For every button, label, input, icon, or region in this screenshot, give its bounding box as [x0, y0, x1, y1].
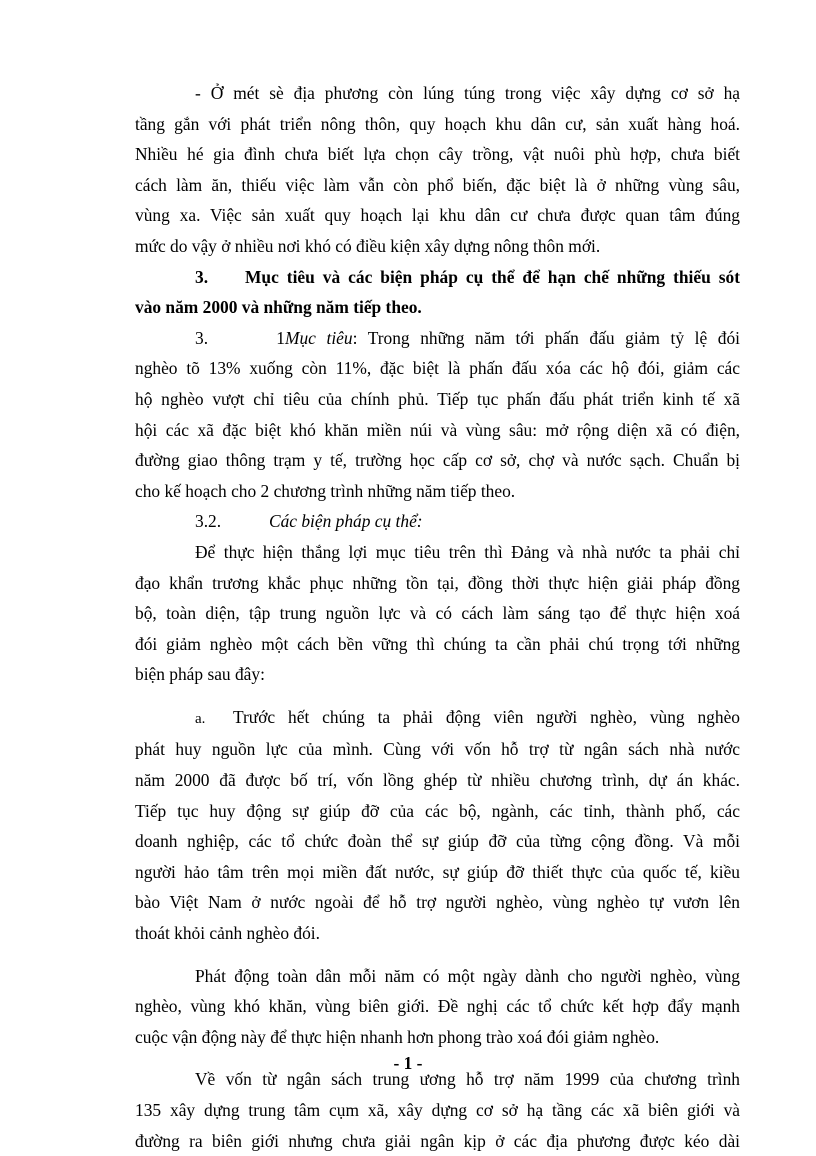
text-line: hội các xã đặc biệt khó khăn miền núi và vùng sâu: mở rộng diện xã có điện,: [135, 419, 740, 440]
text-line: đạo khẩn trương khắc phục những tồn tại, đồng thời thực hiện giải pháp đồng: [135, 572, 740, 593]
text-line: bào Việt Nam ở nước ngoài để hỗ trợ người nghèo, vùng nghèo tự vươn lên: [135, 892, 740, 913]
text-line: Để thực hiện thắng lợi mục tiêu trên thì Đảng và nhà nước ta phải chỉ: [195, 541, 740, 562]
page-number: - 1 -: [393, 1053, 423, 1073]
paragraph-launch-campaign: [135, 961, 740, 1053]
subsection-label: Mục tiêu: [285, 327, 353, 348]
text-line: người hảo tâm trên mọi miền đất nước, sự giúp đỡ thiết thực của quốc tế, kiều: [135, 861, 740, 882]
text-line: - Ở mét sè địa phương còn lúng túng trong việc xây dựng cơ sở hạ: [195, 83, 740, 103]
text-line: bộ, toàn diện, tập trung nguồn lực và có cách làm sáng tạo để thực hiện xoá: [135, 603, 740, 624]
section-3-1-objectives: [135, 323, 740, 507]
text-line: doanh nghiệp, các tổ chức đoàn thể sự giúp đỡ của từng cộng đồng. Và mỗi: [135, 831, 740, 852]
text-line: vùng xa. Việc sản xuất quy hoạch lại khu dân cư chưa được quan tâm đúng: [135, 205, 740, 226]
text-line: cách làm ăn, thiếu việc làm vẫn còn phổ biến, đặc biệt là ở những vùng sâu,: [135, 174, 740, 195]
text-line: đường ra biên giới nhưng chưa giải ngân kịp ở các địa phương được kéo dài: [135, 1130, 740, 1151]
text-line: đói giảm nghèo một cách bền vững thì chúng ta cần phải chú trọng tới những: [135, 633, 740, 654]
text-line: Nhiều hé gia đình chưa biết lựa chọn cây trồng, vật nuôi phù hợp, chưa biết: [135, 144, 740, 165]
section-number: 3.2.: [195, 511, 222, 532]
text-line: hộ nghèo vượt chỉ tiêu của chính phủ. Tiếp tục phấn đấu phát triển kinh tế xã: [135, 388, 740, 409]
section-number: 3.: [195, 266, 209, 287]
paragraph-intro-measures: [135, 537, 740, 690]
text-line: tầng gắn với phát triển nông thôn, quy hoạch khu dân cư, sản xuất hàng hoá.: [135, 113, 740, 134]
text-line: thoát khỏi cảnh nghèo đói.: [135, 923, 320, 944]
section-3-2-measures: [135, 506, 740, 537]
text-line: mức do vậy ở nhiều nơi khó có điều kiện xây dựng nông thôn mới.: [135, 235, 601, 256]
text-line: cuộc vận động này để thực hiện nhanh hơn phong trào xoá đói giảm nghèo.: [135, 1026, 660, 1047]
text-line: Về vốn từ ngân sách trung ương hỗ trợ năm 1999 của chương trình: [195, 1069, 740, 1090]
text-line: : Trong những năm tới phấn đấu giảm tỷ lệ đói: [352, 327, 740, 348]
heading-text: vào năm 2000 và những năm tiếp theo.: [135, 297, 422, 318]
paragraph-budget: [135, 1064, 740, 1156]
text-line: phát huy nguồn lực của mình. Cùng với vốn hỗ trợ từ ngân sách nhà nước: [135, 739, 740, 760]
paragraph-local-difficulties: [135, 78, 740, 262]
text-line: Phát động toàn dân mỗi năm có một ngày dành cho người nghèo, vùng: [195, 965, 740, 986]
text-line: đường giao thông trạm y tế, trường học cấp cơ sở, chợ và nước sạch. Chuẩn bị: [135, 450, 740, 471]
measure-a: [135, 702, 740, 949]
section-number: 3. 1: [195, 327, 285, 348]
text-line: nghèo tõ 13% xuống còn 11%, đặc biệt là phấn đấu xóa các hộ đói, giảm các: [135, 358, 740, 379]
text-line: Trước hết chúng ta phải động viên người nghèo, vùng nghèo: [233, 706, 740, 727]
subsection-label: Các biện pháp cụ thể:: [269, 511, 423, 532]
text-line: Tiếp tục huy động sự giúp đỡ của các bộ, ngành, các tỉnh, thành phố, các: [135, 800, 740, 821]
text-line: cho kế hoạch cho 2 chương trình những năm tiếp theo.: [135, 480, 516, 501]
text-line: năm 2000 đã được bố trí, vốn lồng ghép từ nhiều chương trình, dự án khác.: [135, 770, 740, 791]
document-page: [135, 78, 740, 1156]
text-line: 135 xây dựng trung tâm cụm xã, xây dựng cơ sở hạ tầng các xã biên giới và: [135, 1100, 740, 1120]
heading-text: Mục tiêu và các biện pháp cụ thể để hạn chế những thiếu sót: [245, 266, 740, 287]
text-line: biện pháp sau đây:: [135, 664, 265, 685]
list-marker: a.: [195, 710, 206, 727]
text-line: nghèo, vùng khó khăn, vùng biên giới. Đề nghị các tổ chức kết hợp đẩy mạnh: [135, 996, 740, 1017]
section-heading-3: [135, 262, 740, 323]
